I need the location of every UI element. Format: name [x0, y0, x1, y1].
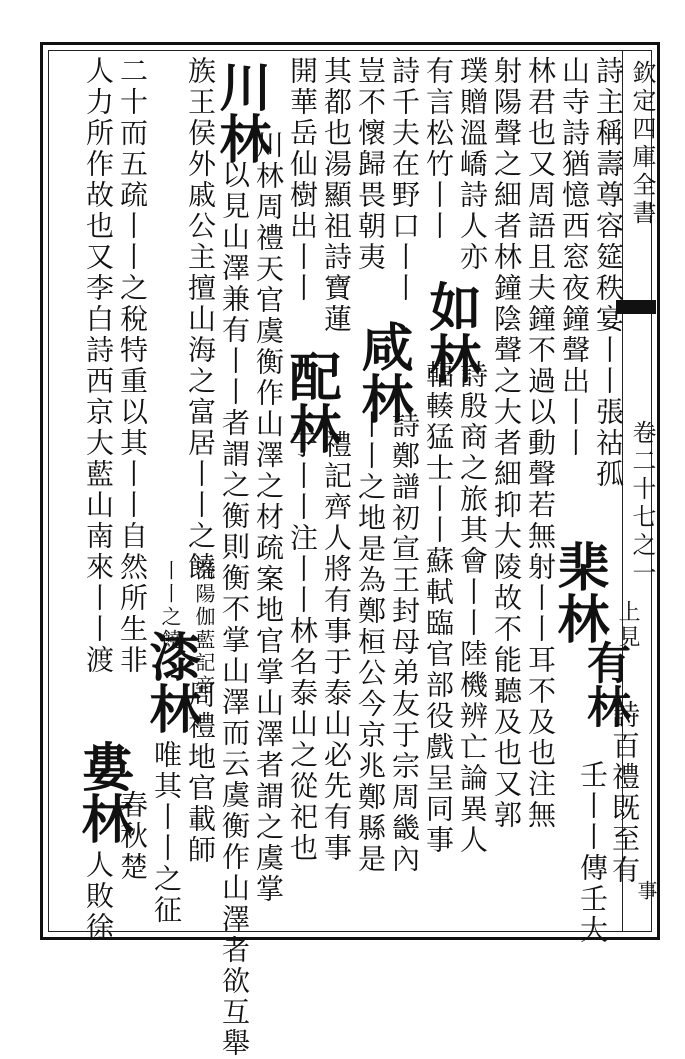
text-column: 川林周禮天官虞衡作山澤之材疏案地官掌山澤者謂之虞掌 — [252, 130, 285, 905]
note-text: 壬丨丨傳壬大 — [576, 760, 609, 946]
text-column: 以見山澤兼有丨丨者謂之衡則衡不掌山澤而云虞衡作山澤者欲互舉 — [218, 160, 251, 1059]
text-column: 璞贈溫嶠詩人亦 — [456, 56, 489, 273]
note-text: 春秋楚 — [116, 790, 149, 883]
headword: 婁林 — [72, 740, 133, 844]
note-text: 唯其丨丨之征 — [150, 740, 183, 926]
headword: 配林 — [280, 350, 341, 454]
headword: 漆林 — [140, 630, 201, 734]
text-column: 射陽聲之細者林鐘陰聲之大者細抑大陵故不能聽及也又郭 — [490, 56, 523, 831]
note-text: 丨丨之地是為鄭桓公今京兆鄭縣是 — [354, 410, 387, 875]
text-column: 詩主稱壽尊容筵秩宴丨丨張祜孤 — [592, 56, 625, 490]
text-column: 林君也又周語且夫鐘不過以動聲若無射丨丨耳不及也注無 — [524, 56, 557, 831]
note-text: 事 — [634, 880, 658, 903]
volume-label: 卷二十七之一 — [628, 420, 656, 588]
text-column: 人力所作故也又李白詩西京大藍山南來丨丨渡 — [82, 56, 115, 676]
text-column: 豈不懷歸畏朝夷 — [354, 56, 387, 273]
note-text: 上見 — [615, 600, 640, 650]
text-column: 詩千夫在野口丨丨 — [388, 56, 421, 304]
headword: 川林 — [210, 60, 271, 164]
headword: 有林 — [579, 640, 630, 728]
note-text: 禮記齊人將有事于泰山必先有事 — [320, 430, 353, 864]
note-text: 洛陽伽藍記帝 — [192, 560, 216, 698]
note-text: 周禮地官載師 — [184, 680, 217, 866]
text-column: 二十而五疏丨丨之稅特重以其丨丨自然所生非 — [116, 56, 149, 676]
text-column: 有言松竹丨丨 — [422, 56, 455, 242]
headword: 如林 — [420, 280, 481, 384]
note-text: 丨丨之饒 — [158, 560, 182, 652]
text-column: 族王侯外戚公主擅山海之富居丨丨之饒 — [184, 56, 217, 583]
text-column: 開華岳仙樹出丨丨 — [286, 56, 319, 304]
text-column: 其都也湯顯祖詩寶蓮 — [320, 56, 353, 335]
text-column: 山寺詩猶憶西窓夜鐘聲出丨丨 — [558, 56, 591, 459]
note-text: 詩鄭譜初宣王封母弟友于宗周畿內 — [388, 410, 421, 875]
headword: 棐林 — [548, 540, 609, 644]
headword: 咸林 — [352, 320, 413, 424]
note-text: 詩百禮既至有 — [608, 700, 641, 886]
note-text: 人敗徐 — [82, 850, 115, 943]
note-text: 于丨丨注丨丨林名泰山之從祀也 — [286, 430, 319, 864]
note-text: 詩殷商之旅其會丨丨陸機辨亡論異人 — [456, 360, 489, 856]
note-text: 輻輳猛士丨丨蘇軾臨官部役戲呈同事 — [422, 360, 455, 856]
book-title: 欽定四庫全書 — [628, 60, 656, 228]
